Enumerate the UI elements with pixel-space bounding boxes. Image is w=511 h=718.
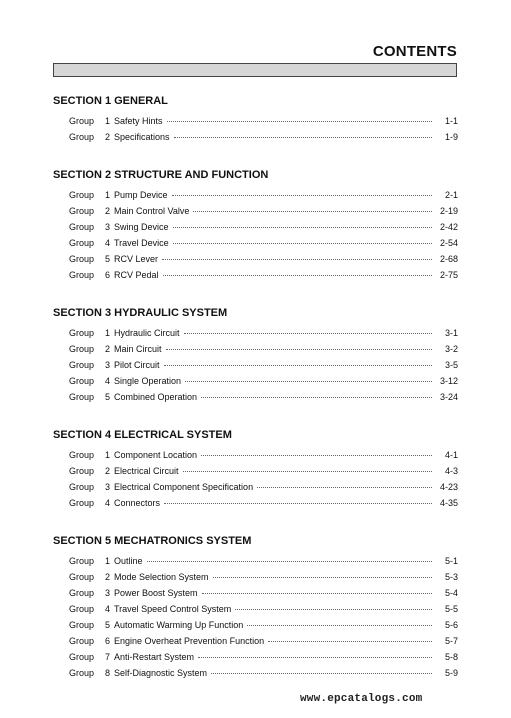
entry-title: Travel Device xyxy=(114,238,169,248)
group-label: Group xyxy=(69,116,95,126)
group-label: Group xyxy=(69,604,95,614)
group-number: 5 xyxy=(104,620,110,630)
page-number: 2-1 xyxy=(444,190,458,200)
section-heading: SECTION 3 HYDRAULIC SYSTEM xyxy=(53,307,228,319)
page-number: 1-9 xyxy=(444,132,458,142)
dot-leader xyxy=(167,112,432,122)
group-label: Group xyxy=(69,466,95,476)
page-number: 5-5 xyxy=(444,604,458,614)
entry-title: Electrical Component Specification xyxy=(114,482,254,492)
dot-leader xyxy=(201,446,432,456)
group-number: 4 xyxy=(104,238,110,248)
toc-entry[interactable] xyxy=(53,357,458,373)
entry-title: Automatic Warming Up Function xyxy=(114,620,244,630)
group-label: Group xyxy=(69,344,95,354)
dot-leader xyxy=(164,356,432,366)
section-heading: SECTION 2 STRUCTURE AND FUNCTION xyxy=(53,169,269,181)
group-label: Group xyxy=(69,572,95,582)
group-number: 8 xyxy=(104,668,110,678)
group-number: 3 xyxy=(104,222,110,232)
entry-title: Anti-Restart System xyxy=(114,652,195,662)
dot-leader xyxy=(174,128,432,138)
toc-entry[interactable] xyxy=(53,617,458,633)
group-label: Group xyxy=(69,328,95,338)
entry-title: Pump Device xyxy=(114,190,168,200)
group-number: 1 xyxy=(104,328,110,338)
dot-leader xyxy=(202,584,432,594)
group-number: 6 xyxy=(104,636,110,646)
entry-title: Hydraulic Circuit xyxy=(114,328,180,338)
dot-leader xyxy=(193,202,432,212)
group-number: 5 xyxy=(104,254,110,264)
group-label: Group xyxy=(69,392,95,402)
entry-title: Connectors xyxy=(114,498,161,508)
group-label: Group xyxy=(69,498,95,508)
entry-title: Specifications xyxy=(114,132,170,142)
toc-entry[interactable] xyxy=(53,585,458,601)
group-label: Group xyxy=(69,222,95,232)
entry-title: RCV Lever xyxy=(114,254,159,264)
group-number: 2 xyxy=(104,572,110,582)
entry-title: Engine Overheat Prevention Function xyxy=(114,636,265,646)
section-heading: SECTION 4 ELECTRICAL SYSTEM xyxy=(53,429,232,441)
toc-entry[interactable] xyxy=(53,553,458,569)
page-number: 4-3 xyxy=(444,466,458,476)
dot-leader xyxy=(268,632,432,642)
page-number: 5-8 xyxy=(444,652,458,662)
page-number: 5-4 xyxy=(444,588,458,598)
group-label: Group xyxy=(69,588,95,598)
group-number: 3 xyxy=(104,482,110,492)
group-label: Group xyxy=(69,190,95,200)
page-number: 4-35 xyxy=(439,498,458,508)
entry-title: Pilot Circuit xyxy=(114,360,160,370)
group-label: Group xyxy=(69,620,95,630)
page-number: 3-1 xyxy=(444,328,458,338)
dot-leader xyxy=(211,664,432,674)
toc-entry[interactable] xyxy=(53,373,458,389)
group-number: 2 xyxy=(104,132,110,142)
dot-leader xyxy=(147,552,432,562)
group-number: 1 xyxy=(104,116,110,126)
section-heading: SECTION 5 MECHATRONICS SYSTEM xyxy=(53,535,252,547)
entry-title: Self-Diagnostic System xyxy=(114,668,208,678)
entry-title: Power Boost System xyxy=(114,588,198,598)
header-bar xyxy=(53,63,457,77)
group-number: 6 xyxy=(104,270,110,280)
dot-leader xyxy=(172,186,432,196)
dot-leader xyxy=(166,340,432,350)
dot-leader xyxy=(173,234,432,244)
group-number: 1 xyxy=(104,556,110,566)
entry-title: Electrical Circuit xyxy=(114,466,179,476)
group-label: Group xyxy=(69,360,95,370)
group-label: Group xyxy=(69,132,95,142)
page-number: 2-68 xyxy=(439,254,458,264)
toc-section xyxy=(53,533,458,681)
toc-section xyxy=(53,93,458,145)
group-label: Group xyxy=(69,668,95,678)
group-number: 1 xyxy=(104,190,110,200)
page-number: 5-3 xyxy=(444,572,458,582)
toc-entry[interactable] xyxy=(53,129,458,145)
group-number: 4 xyxy=(104,376,110,386)
entry-title: Single Operation xyxy=(114,376,182,386)
group-number: 3 xyxy=(104,360,110,370)
toc-section xyxy=(53,427,458,511)
dot-leader xyxy=(235,600,432,610)
entry-title: RCV Pedal xyxy=(114,270,159,280)
toc-entry[interactable] xyxy=(53,113,458,129)
group-number: 2 xyxy=(104,206,110,216)
entry-title: Main Control Valve xyxy=(114,206,190,216)
dot-leader xyxy=(164,494,432,504)
page-number: 3-12 xyxy=(439,376,458,386)
page-number: 2-75 xyxy=(439,270,458,280)
section-heading: SECTION 1 GENERAL xyxy=(53,95,168,107)
toc-section xyxy=(53,167,458,283)
page-number: 4-1 xyxy=(444,450,458,460)
dot-leader xyxy=(213,568,432,578)
toc-entry[interactable] xyxy=(53,601,458,617)
dot-leader xyxy=(183,462,432,472)
dot-leader xyxy=(198,648,432,658)
toc-entry[interactable] xyxy=(53,203,458,219)
group-label: Group xyxy=(69,450,95,460)
group-number: 2 xyxy=(104,466,110,476)
entry-title: Mode Selection System xyxy=(114,572,209,582)
page-number: 5-9 xyxy=(444,668,458,678)
dot-leader xyxy=(185,372,432,382)
group-label: Group xyxy=(69,482,95,492)
toc-entry[interactable] xyxy=(53,649,458,665)
entry-title: Travel Speed Control System xyxy=(114,604,232,614)
group-label: Group xyxy=(69,238,95,248)
entry-title: Outline xyxy=(114,556,143,566)
toc-entry[interactable] xyxy=(53,219,458,235)
entry-title: Component Location xyxy=(114,450,198,460)
page-title: CONTENTS xyxy=(372,43,457,60)
entry-title: Swing Device xyxy=(114,222,169,232)
group-label: Group xyxy=(69,270,95,280)
toc-entry[interactable] xyxy=(53,325,458,341)
toc-entry[interactable] xyxy=(53,187,458,203)
dot-leader xyxy=(173,218,432,228)
group-label: Group xyxy=(69,652,95,662)
toc-entry[interactable] xyxy=(53,267,458,283)
toc-entry[interactable] xyxy=(53,633,458,649)
toc-section xyxy=(53,305,458,405)
entry-title: Main Circuit xyxy=(114,344,162,354)
toc-entry[interactable] xyxy=(53,447,458,463)
group-number: 7 xyxy=(104,652,110,662)
page-number: 4-23 xyxy=(439,482,458,492)
group-label: Group xyxy=(69,206,95,216)
page-number: 5-7 xyxy=(444,636,458,646)
dot-leader xyxy=(184,324,432,334)
page-number: 5-1 xyxy=(444,556,458,566)
dot-leader xyxy=(201,388,432,398)
page-number: 3-2 xyxy=(444,344,458,354)
toc-entry[interactable] xyxy=(53,665,458,681)
page-number: 3-24 xyxy=(439,392,458,402)
group-number: 2 xyxy=(104,344,110,354)
toc-entry[interactable] xyxy=(53,495,458,511)
dot-leader xyxy=(163,266,432,276)
group-label: Group xyxy=(69,376,95,386)
group-label: Group xyxy=(69,636,95,646)
page-number: 5-6 xyxy=(444,620,458,630)
dot-leader xyxy=(247,616,432,626)
page-number: 2-54 xyxy=(439,238,458,248)
page-number: 2-19 xyxy=(439,206,458,216)
group-number: 1 xyxy=(104,450,110,460)
toc-entry[interactable] xyxy=(53,569,458,585)
dot-leader xyxy=(162,250,432,260)
group-label: Group xyxy=(69,556,95,566)
entry-title: Safety Hints xyxy=(114,116,163,126)
group-number: 4 xyxy=(104,604,110,614)
dot-leader xyxy=(257,478,432,488)
toc-entry[interactable] xyxy=(53,463,458,479)
entry-title: Combined Operation xyxy=(114,392,198,402)
toc-entry[interactable] xyxy=(53,235,458,251)
group-number: 5 xyxy=(104,392,110,402)
toc-entry[interactable] xyxy=(53,341,458,357)
page-number: 2-42 xyxy=(439,222,458,232)
group-number: 4 xyxy=(104,498,110,508)
toc-entry[interactable] xyxy=(53,479,458,495)
toc-entry[interactable] xyxy=(53,389,458,405)
page-number: 1-1 xyxy=(444,116,458,126)
footer-url[interactable]: www.epcatalogs.com xyxy=(300,693,423,705)
page-number: 3-5 xyxy=(444,360,458,370)
toc-entry[interactable] xyxy=(53,251,458,267)
group-label: Group xyxy=(69,254,95,264)
group-number: 3 xyxy=(104,588,110,598)
